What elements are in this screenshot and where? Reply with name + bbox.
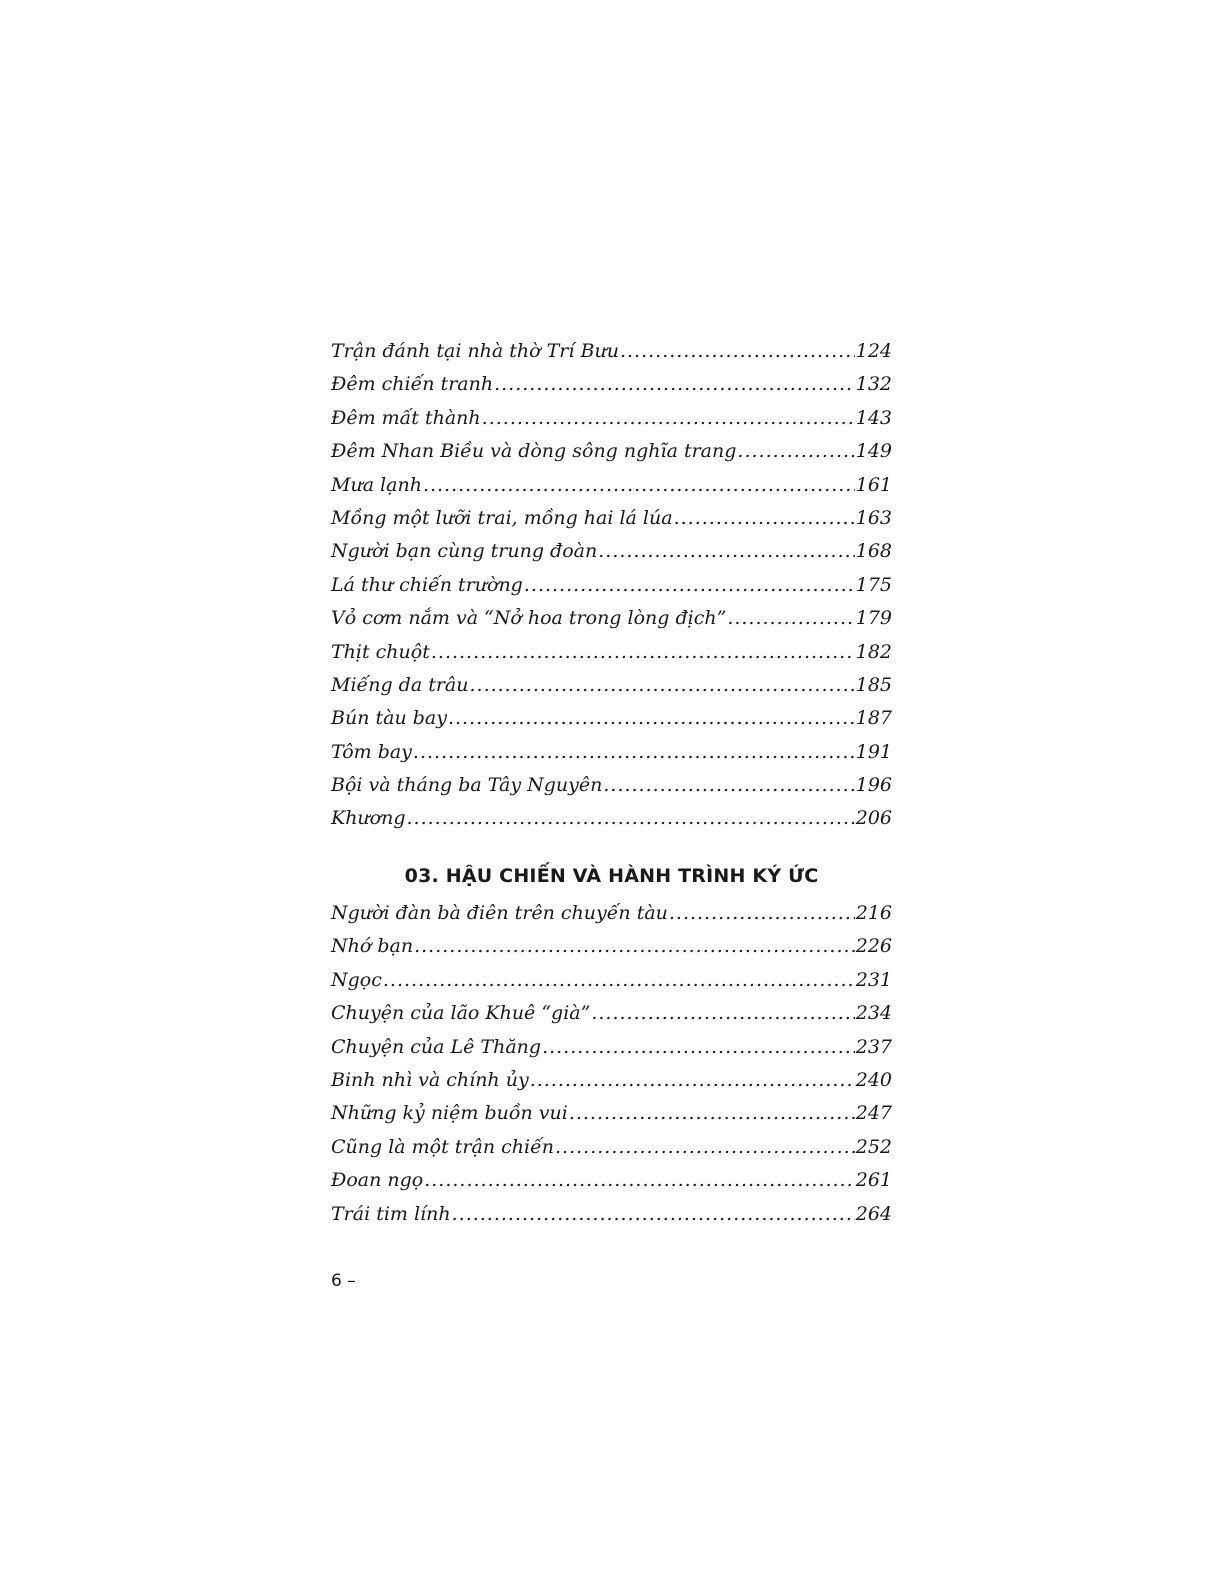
toc-entry-page-number: 264 xyxy=(855,1202,892,1225)
toc-entry-page-number: 185 xyxy=(855,673,892,696)
toc-entry-title: Chuyện của lão Khuê “già” xyxy=(331,1002,591,1025)
toc-entry xyxy=(331,736,892,769)
toc-entry-page-number: 252 xyxy=(855,1135,892,1158)
toc-entry-page-number: 247 xyxy=(855,1102,892,1125)
dot-leader xyxy=(452,1198,855,1231)
toc-entry-page-number: 216 xyxy=(855,902,892,924)
toc-entry-page-number: 175 xyxy=(855,573,892,596)
toc-entry xyxy=(331,469,892,502)
toc-entry-title: Mồng một lưỡi trai, mồng hai lá lúa xyxy=(331,506,673,529)
dot-leader xyxy=(424,1164,855,1197)
toc-entry-title: Đêm chiến tranh xyxy=(331,373,494,396)
toc-entry-title: Cũng là một trận chiến xyxy=(331,1135,554,1158)
toc-entry xyxy=(331,435,892,468)
toc-entry xyxy=(331,636,892,669)
dot-leader xyxy=(482,402,855,435)
toc-entry-page-number: 191 xyxy=(855,740,892,763)
dot-leader xyxy=(448,702,855,735)
toc-list-part-3 xyxy=(331,897,892,1231)
dot-leader xyxy=(542,1031,855,1064)
section-heading: 03. HẬU CHIẾN VÀ HÀNH TRÌNH KÝ ỨC xyxy=(404,865,819,887)
dot-leader xyxy=(727,602,854,635)
dot-leader xyxy=(423,469,855,502)
footer-dash: – xyxy=(347,1271,356,1291)
dot-leader xyxy=(737,435,854,468)
toc-entry-title: Người bạn cùng trung đoàn xyxy=(331,540,598,563)
toc-entry-page-number: 168 xyxy=(855,540,892,563)
dot-leader xyxy=(620,335,855,368)
toc-entry xyxy=(331,702,892,735)
toc-entry xyxy=(331,335,892,368)
toc-entry-page-number: 163 xyxy=(855,506,892,529)
toc-entry-title: Thịt chuột xyxy=(331,640,430,663)
toc-entry-page-number: 231 xyxy=(855,968,892,991)
page-number: 6 xyxy=(331,1271,342,1291)
toc-entry xyxy=(331,669,892,702)
dot-leader xyxy=(530,1064,855,1097)
toc-entry xyxy=(331,569,892,602)
toc-entry-title: Mưa lạnh xyxy=(331,473,422,496)
page-footer xyxy=(331,1271,356,1291)
toc-entry-page-number: 234 xyxy=(855,1002,892,1025)
toc-entry-title: Trái tim lính xyxy=(331,1202,451,1225)
toc-entry-page-number: 261 xyxy=(855,1169,892,1192)
toc-entry-title: Miếng da trâu xyxy=(331,673,469,696)
dot-leader xyxy=(407,802,855,835)
toc-entry-page-number: 161 xyxy=(855,473,892,496)
dot-leader xyxy=(431,636,855,669)
toc-entry xyxy=(331,997,892,1030)
toc-entry-title: Ngọc xyxy=(331,968,382,991)
toc-entry-title: Đêm Nhan Biều và dòng sông nghĩa trang xyxy=(331,440,737,463)
toc-entry-title: Bún tàu bay xyxy=(331,707,447,730)
toc-entry-title: Bội và tháng ba Tây Nguyên xyxy=(331,774,603,797)
toc-entry xyxy=(331,1031,892,1064)
toc-entry-page-number: 240 xyxy=(855,1068,892,1091)
dot-leader xyxy=(414,930,855,963)
toc-entry xyxy=(331,602,892,635)
dot-leader xyxy=(591,997,854,1030)
toc-entry-title: Vỏ cơm nắm và “Nở hoa trong lòng địch” xyxy=(331,607,727,630)
toc-entry xyxy=(331,535,892,568)
dot-leader xyxy=(383,964,855,997)
toc-entry-page-number: 132 xyxy=(855,373,892,396)
toc-entry-page-number: 206 xyxy=(855,807,892,830)
toc-entry-title: Lá thư chiến trường xyxy=(331,573,523,596)
toc-entry-title: Nhớ bạn xyxy=(331,935,414,958)
dot-leader xyxy=(603,769,854,802)
toc-entry xyxy=(331,1198,892,1231)
toc-entry xyxy=(331,368,892,401)
toc-entry-page-number: 124 xyxy=(855,340,892,362)
toc-entry xyxy=(331,1064,892,1097)
dot-leader xyxy=(598,535,855,568)
toc-entry-title: Người đàn bà điên trên chuyến tàu xyxy=(331,902,668,924)
toc-entry-title: Trận đánh tại nhà thờ Trí Bưu xyxy=(331,340,619,362)
toc-entry-page-number: 196 xyxy=(855,774,892,797)
toc-entry-title: Khương xyxy=(331,807,406,830)
dot-leader xyxy=(669,897,855,930)
dot-leader xyxy=(569,1097,855,1130)
toc-entry xyxy=(331,802,892,835)
toc-entry xyxy=(331,964,892,997)
toc-entry-page-number: 179 xyxy=(855,607,892,630)
toc-entry-page-number: 182 xyxy=(855,640,892,663)
toc-entry xyxy=(331,897,892,930)
toc-entry xyxy=(331,1164,892,1197)
toc-entry-title: Những kỷ niệm buồn vui xyxy=(331,1102,568,1125)
toc-entry-page-number: 226 xyxy=(855,935,892,958)
toc-list-part-2 xyxy=(331,335,892,836)
dot-leader xyxy=(494,368,855,401)
toc-entry-title: Đoan ngọ xyxy=(331,1169,424,1192)
toc-entry-page-number: 149 xyxy=(855,440,892,463)
toc-entry-title: Đêm mất thành xyxy=(331,406,481,429)
toc-entry-page-number: 237 xyxy=(855,1035,892,1058)
dot-leader xyxy=(469,669,854,702)
toc-entry-page-number: 143 xyxy=(855,406,892,429)
toc-entry-title: Binh nhì và chính ủy xyxy=(331,1068,529,1091)
toc-entry xyxy=(331,930,892,963)
toc-entry xyxy=(331,1097,892,1130)
toc-entry xyxy=(331,502,892,535)
toc-entry-title: Chuyện của Lê Thăng xyxy=(331,1035,542,1058)
toc-entry xyxy=(331,402,892,435)
dot-leader xyxy=(674,502,855,535)
toc-entry xyxy=(331,769,892,802)
dot-leader xyxy=(555,1131,855,1164)
toc-entry-page-number: 187 xyxy=(855,707,892,730)
toc-entry xyxy=(331,1131,892,1164)
dot-leader xyxy=(524,569,855,602)
toc-entry-title: Tôm bay xyxy=(331,740,412,763)
dot-leader xyxy=(413,736,855,769)
